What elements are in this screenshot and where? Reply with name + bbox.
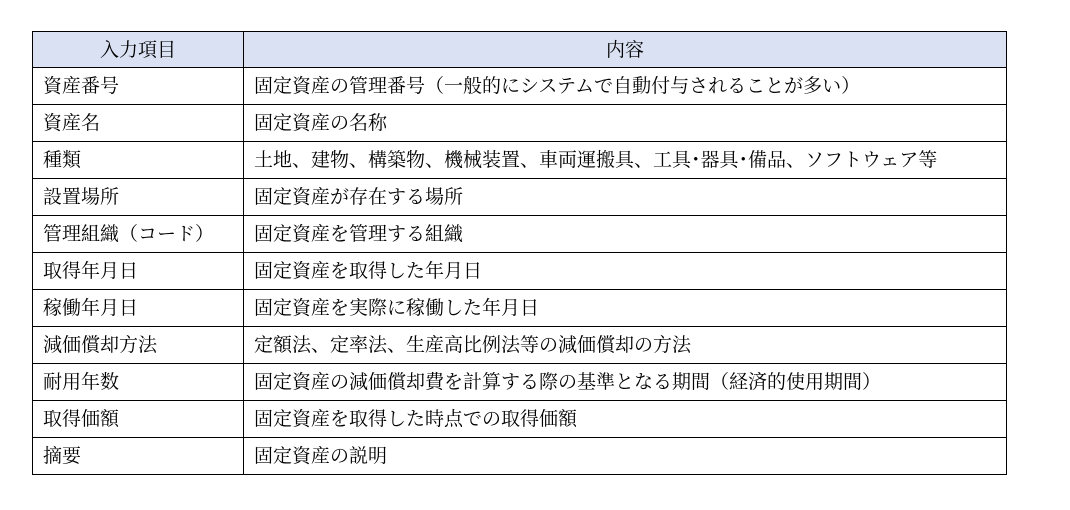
row-item-cell: 種類 — [33, 142, 244, 179]
row-item-cell: 稼働年月日 — [33, 290, 244, 327]
table-row — [33, 179, 1007, 216]
row-content-cell: 固定資産を取得した年月日 — [244, 253, 1007, 290]
row-item-cell: 減価償却方法 — [33, 327, 244, 364]
table-row — [33, 253, 1007, 290]
row-content-cell: 定額法、定率法、生産高比例法等の減価償却の方法 — [244, 327, 1007, 364]
table-row — [33, 105, 1007, 142]
table-row — [33, 364, 1007, 401]
row-item-cell: 資産番号 — [33, 68, 244, 105]
table-body — [33, 68, 1007, 475]
row-item-cell: 耐用年数 — [33, 364, 244, 401]
row-item-cell: 取得年月日 — [33, 253, 244, 290]
row-item-cell: 管理組織（コード） — [33, 216, 244, 253]
row-content-cell: 固定資産の減価償却費を計算する際の基準となる期間（経済的使用期間） — [244, 364, 1007, 401]
table-row — [33, 401, 1007, 438]
row-item-cell: 資産名 — [33, 105, 244, 142]
header-content: 内容 — [244, 32, 1007, 68]
table-row — [33, 438, 1007, 475]
table-row — [33, 68, 1007, 105]
row-content-cell: 固定資産が存在する場所 — [244, 179, 1007, 216]
row-content-cell: 土地、建物、構築物、機械装置、車両運搬具、工具･器具･備品、ソフトウェア等 — [244, 142, 1007, 179]
fixed-asset-fields-table — [32, 31, 1007, 475]
table-row — [33, 290, 1007, 327]
fixed-asset-fields-sheet — [32, 31, 1006, 475]
row-content-cell: 固定資産の説明 — [244, 438, 1007, 475]
row-content-cell: 固定資産の管理番号（一般的にシステムで自動付与されることが多い） — [244, 68, 1007, 105]
row-content-cell: 固定資産の名称 — [244, 105, 1007, 142]
row-content-cell: 固定資産を取得した時点での取得価額 — [244, 401, 1007, 438]
row-item-cell: 設置場所 — [33, 179, 244, 216]
table-row — [33, 216, 1007, 253]
row-content-cell: 固定資産を実際に稼働した年月日 — [244, 290, 1007, 327]
header-input-item: 入力項目 — [33, 32, 244, 68]
table-row — [33, 142, 1007, 179]
row-item-cell: 取得価額 — [33, 401, 244, 438]
row-item-cell: 摘要 — [33, 438, 244, 475]
row-content-cell: 固定資産を管理する組織 — [244, 216, 1007, 253]
header-row — [33, 32, 1007, 68]
table-header — [33, 32, 1007, 68]
table-row — [33, 327, 1007, 364]
